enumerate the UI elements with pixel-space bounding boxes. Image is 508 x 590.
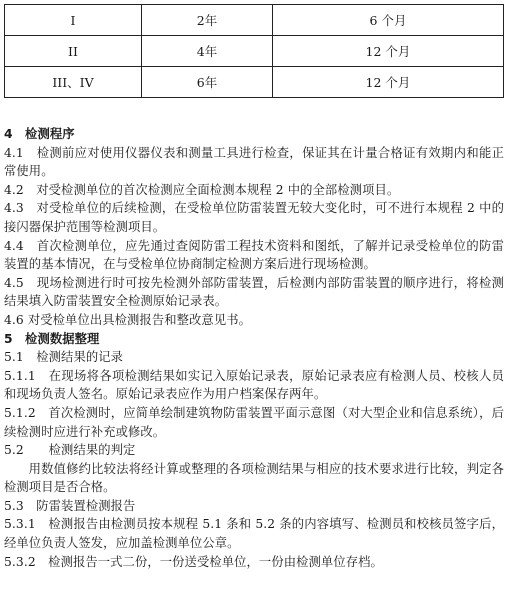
section-4-heading: 4 检测程序	[4, 127, 75, 141]
paragraph: 5.2 检测结果的判定	[4, 443, 136, 458]
inspection-interval-table	[4, 4, 504, 98]
paragraph: 5.1.1 在现场将各项检测结果如实记入原始记录表，原始记录表应有检测人员、校核人员和现场负责人签名。原始记录表应作为用户档案保存两年。	[4, 368, 504, 402]
table-cell: II	[5, 36, 142, 67]
table-cell: 6年	[142, 67, 273, 98]
paragraph: 5.1 检测结果的记录	[4, 350, 124, 365]
table-cell: 6 个月	[273, 5, 504, 36]
table-cell: III、IV	[5, 67, 142, 98]
table-row	[5, 36, 504, 67]
document-body	[4, 125, 504, 571]
paragraph: 4.6 对受检单位出具检测报告和整改意见书。	[4, 312, 252, 327]
table-row	[5, 5, 504, 36]
table-cell: 12 个月	[273, 67, 504, 98]
table-cell: 4年	[142, 36, 273, 67]
paragraph: 5.1.2 首次检测时，应简单绘制建筑物防雷装置平面示意图（对大型企业和信息系统），后续检测时应进行补充或修改。	[4, 405, 504, 439]
paragraph: 4.2 对受检测单位的首次检测应全面检测本规程 2 中的全部检测项目。	[4, 182, 400, 197]
paragraph: 5.3 防雷装置检测报告	[4, 498, 136, 513]
table-cell: I	[5, 5, 142, 36]
table-cell: 12 个月	[273, 36, 504, 67]
paragraph: 5.3.2 检测报告一式二份，一份送受检单位，一份由检测单位存档。	[4, 554, 383, 569]
paragraph: 4.4 首次检测单位，应先通过查阅防雷工程技术资料和图纸，了解并记录受检单位的防雷装置的基本情况，在与受检单位协商制定检测方案后进行现场检测。	[4, 238, 504, 272]
paragraph-indented: 用数值修约比较法将经计算或整理的各项检测结果与相应的技术要求进行比较，判定各检测项目是否合格。	[4, 461, 504, 495]
paragraph: 4.5 现场检测进行时可按先检测外部防雷装置，后检测内部防雷装置的顺序进行，将检测结果填入防雷装置安全检测原始记录表。	[4, 275, 504, 309]
paragraph: 4.3 对受检单位的后续检测，在受检单位防雷装置无较大变化时，可不进行本规程 2 中的接闪器保护范围等检测项目。	[4, 201, 504, 234]
section-5-heading: 5 检测数据整理	[4, 331, 100, 346]
paragraph: 4.1 检测前应对使用仪器仪表和测量工具进行检查，保证其在计量合格证有效期内和能正常使用。	[4, 145, 504, 179]
table-cell: 2年	[142, 5, 273, 36]
paragraph: 5.3.1 检测报告由检测员按本规程 5.1 条和 5.2 条的内容填写、检测员和校核员签字后，经单位负责人签发，应加盖检测单位公章。	[4, 517, 504, 551]
table-row	[5, 67, 504, 98]
